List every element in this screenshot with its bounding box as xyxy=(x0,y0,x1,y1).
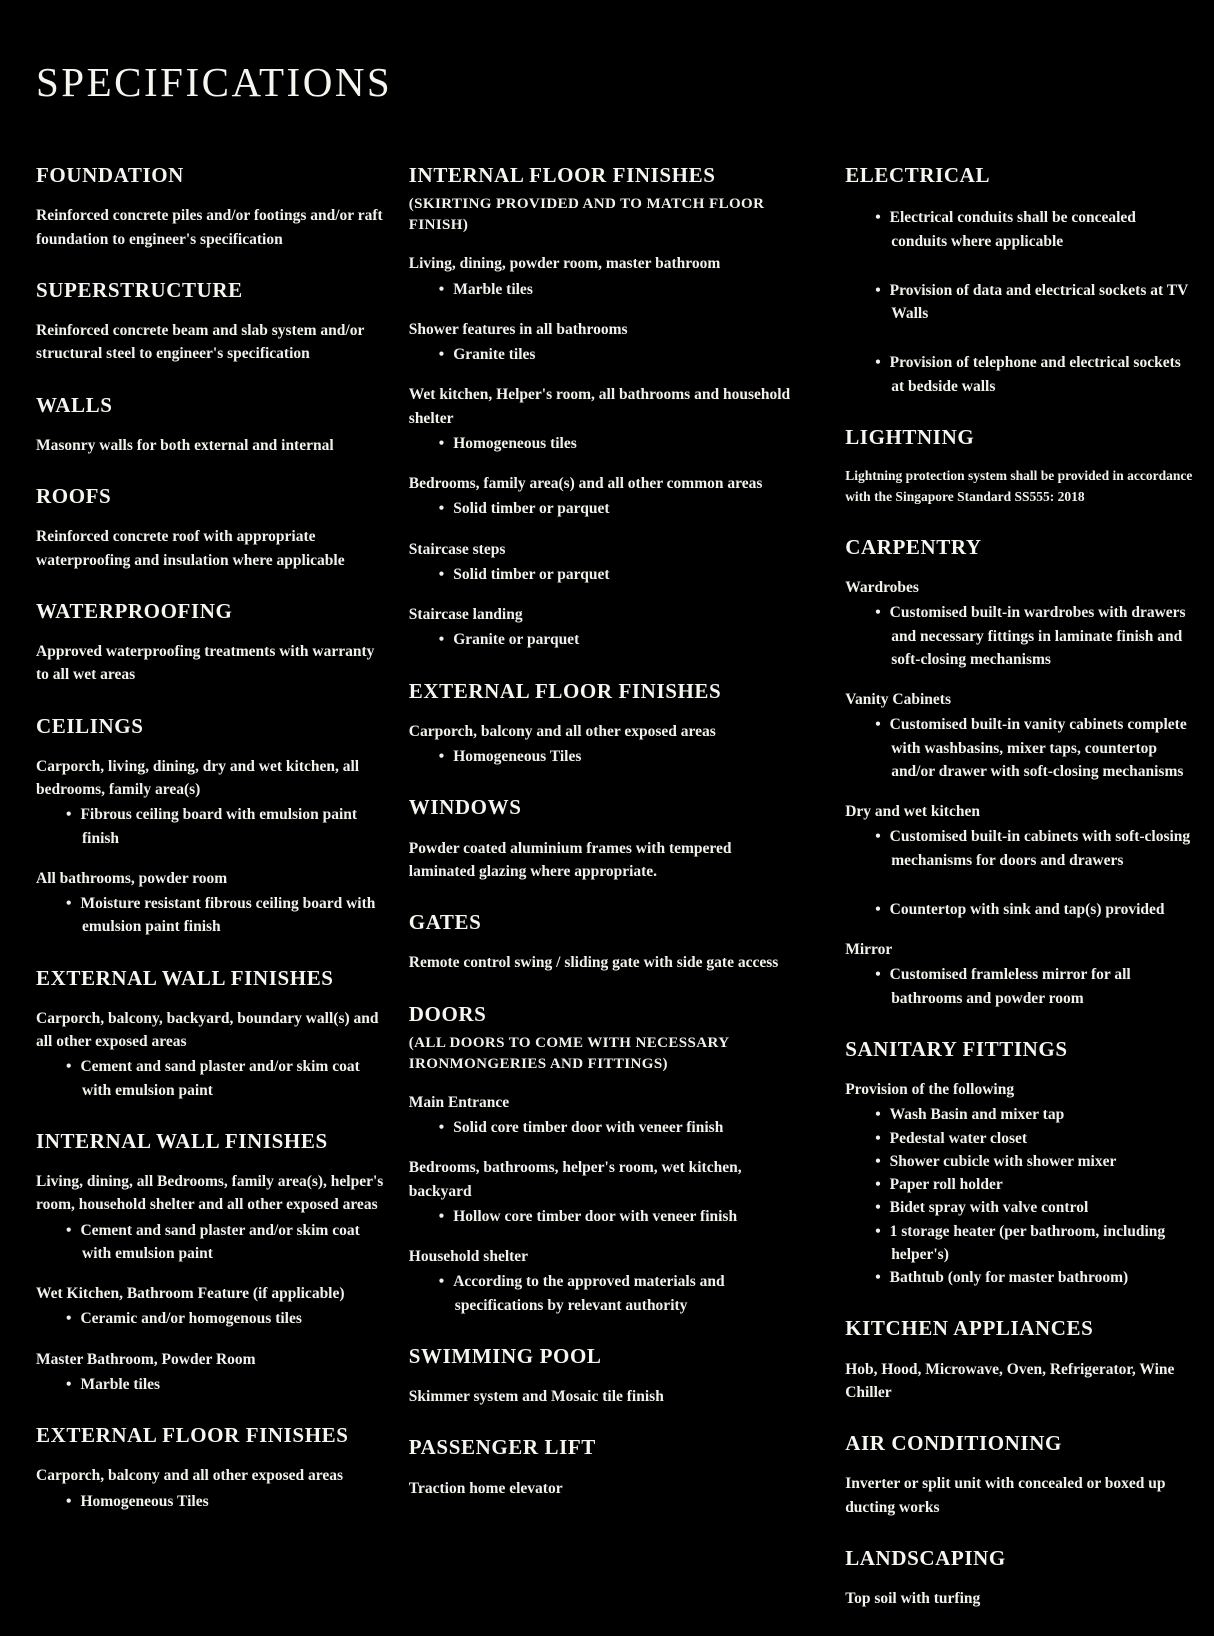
spec-column xyxy=(36,162,401,1539)
group-label: Main Entrance xyxy=(408,1093,510,1111)
bullet-item: • Countertop with sink and tap(s) provided xyxy=(875,898,1194,921)
section-gates xyxy=(409,909,801,975)
group-label: Provision of the following xyxy=(845,1081,1015,1099)
section-passenger-lift xyxy=(409,1434,801,1500)
section-body xyxy=(409,1467,801,1500)
bullet-item: • Homogeneous Tiles xyxy=(439,745,801,768)
group-label: Mirror xyxy=(845,941,893,959)
bullet-item: • 1 storage heater (per bathroom, including helper's) xyxy=(875,1220,1194,1267)
section-air-conditioning xyxy=(845,1430,1194,1519)
content-block xyxy=(845,1587,1194,1610)
bullet-item: • Homogeneous tiles xyxy=(439,432,801,455)
group-label: Vanity Cabinets xyxy=(845,691,951,709)
page-title: SPECIFICATIONS xyxy=(36,59,393,105)
section-text: Masonry walls for both external and internal xyxy=(36,436,334,454)
section-heading: ROOFS xyxy=(36,484,112,508)
section-lightning xyxy=(845,424,1194,508)
section-body xyxy=(409,242,801,651)
content-block xyxy=(36,1282,387,1331)
content-block xyxy=(36,1007,387,1102)
section-waterproofing xyxy=(36,598,387,687)
section-heading: PASSENGER LIFT xyxy=(408,1435,596,1460)
section-landscaping xyxy=(845,1545,1194,1611)
content-block xyxy=(845,206,1194,398)
section-heading: SANITARY FITTINGS xyxy=(845,1036,1068,1061)
group-label: All bathrooms, powder room xyxy=(36,869,228,887)
group-label: Shower features in all bathrooms xyxy=(408,320,628,338)
content-block xyxy=(36,319,387,366)
bullet-item: • Electrical conduits shall be concealed conduits where applicable xyxy=(875,206,1194,253)
content-block xyxy=(36,755,387,850)
bullet-list xyxy=(409,343,801,366)
group-label: Carporch, balcony, backyard, boundary wall(s) and all other exposed areas xyxy=(36,1009,379,1050)
section-text: Inverter or split unit with concealed or boxed up ducting works xyxy=(845,1475,1166,1516)
content-block xyxy=(36,1170,387,1265)
bullet-item: • Bathtub (only for master bathroom) xyxy=(875,1266,1194,1289)
content-block xyxy=(845,938,1194,1010)
bullet-list xyxy=(409,1270,801,1317)
bullet-item: • Hollow core timber door with veneer finish xyxy=(439,1205,801,1228)
section-swimming-pool xyxy=(409,1343,801,1409)
content-block xyxy=(845,688,1194,783)
section-internal-floor-finishes xyxy=(409,162,801,652)
bullet-list xyxy=(36,1219,387,1266)
section-heading: WALLS xyxy=(36,392,113,417)
bullet-item: • Pedestal water closet xyxy=(875,1127,1194,1150)
bullet-item: • Customised built-in vanity cabinets complete with washbasins, mixer taps, countertop and/or drawer with soft-closing mechanisms xyxy=(875,713,1194,783)
section-text: Reinforced concrete piles and/or footings and/or raft foundation to engineer's specification xyxy=(36,207,383,248)
bullet-item: • Cement and sand plaster and/or skim coat with emulsion paint xyxy=(66,1055,387,1102)
section-heading: INTERNAL WALL FINISHES xyxy=(36,1128,328,1153)
section-subtitle: (ALL DOORS TO COME WITH NECESSARY IRONMONGERIES AND FITTINGS) xyxy=(408,1034,729,1072)
bullet-list xyxy=(845,713,1194,783)
section-body xyxy=(409,710,801,769)
section-heading: EXTERNAL WALL FINISHES xyxy=(36,965,334,990)
content-block xyxy=(845,1472,1194,1519)
bullet-list xyxy=(409,497,801,520)
columns-container xyxy=(36,162,1194,1636)
section-body xyxy=(36,194,387,251)
content-block xyxy=(409,252,801,301)
content-block xyxy=(36,867,387,939)
bullet-list xyxy=(845,1103,1194,1289)
section-external-floor-finishes xyxy=(36,1422,387,1513)
section-roofs xyxy=(36,483,387,572)
content-block xyxy=(36,1348,387,1397)
bullet-list xyxy=(36,892,387,939)
bullet-item: • Customised framleless mirror for all bathrooms and powder room xyxy=(875,963,1194,1010)
content-block xyxy=(409,1156,801,1228)
group-label: Master Bathroom, Powder Room xyxy=(36,1350,256,1368)
section-text: Traction home elevator xyxy=(408,1479,563,1497)
content-block xyxy=(409,472,801,521)
content-block xyxy=(36,434,387,457)
section-text: Skimmer system and Mosaic tile finish xyxy=(408,1388,664,1405)
section-body xyxy=(36,515,387,572)
section-body xyxy=(845,456,1194,508)
section-heading: FOUNDATION xyxy=(36,163,184,187)
bullet-item: • Ceramic and/or homogenous tiles xyxy=(66,1307,387,1330)
section-text: Remote control swing / sliding gate with side gate access xyxy=(408,954,779,972)
content-block xyxy=(409,603,801,652)
section-heading: AIR CONDITIONING xyxy=(845,1431,1062,1456)
section-body xyxy=(845,566,1194,1010)
bullet-item: • Marble tiles xyxy=(439,278,801,301)
section-electrical xyxy=(845,162,1194,398)
bullet-item: • Fibrous ceiling board with emulsion paint finish xyxy=(66,803,387,850)
section-body xyxy=(36,309,387,366)
section-external-floor-finishes xyxy=(409,678,801,769)
section-heading: INTERNAL FLOOR FINISHES xyxy=(408,163,716,187)
content-block xyxy=(409,383,801,455)
bullet-item: • Moisture resistant fibrous ceiling board with emulsion paint finish xyxy=(66,892,387,939)
group-label: Wardrobes xyxy=(845,579,919,597)
group-label: Staircase landing xyxy=(408,606,523,623)
section-doors xyxy=(409,1001,801,1317)
section-heading: ELECTRICAL xyxy=(845,163,991,187)
bullet-item: • Cement and sand plaster and/or skim coat with emulsion paint xyxy=(66,1219,387,1266)
section-subtitle: (SKIRTING PROVIDED AND TO MATCH FLOOR FINISH) xyxy=(408,196,765,234)
section-body xyxy=(36,1454,387,1513)
section-text: Reinforced concrete roof with appropriate waterproofing and insulation where applicable xyxy=(36,528,345,569)
bullet-item: • According to the approved materials and specifications by relevant authority xyxy=(439,1270,801,1317)
group-label: Household shelter xyxy=(408,1248,529,1265)
section-heading: EXTERNAL FLOOR FINISHES xyxy=(408,678,722,703)
section-windows xyxy=(409,794,801,883)
section-heading: LANDSCAPING xyxy=(845,1545,1006,1570)
section-text: Lightning protection system shall be provided in accordance with the Singapore Standard SS555: 2018 xyxy=(845,468,1193,504)
section-heading: WATERPROOFING xyxy=(36,598,233,623)
content-block xyxy=(36,204,387,251)
content-block xyxy=(409,1091,801,1140)
section-superstructure xyxy=(36,277,387,366)
section-heading: WINDOWS xyxy=(408,795,522,820)
section-body xyxy=(845,194,1194,398)
content-block xyxy=(36,525,387,572)
bullet-item: • Solid timber or parquet xyxy=(439,563,801,586)
section-body xyxy=(36,630,387,687)
bullet-item: • Shower cubicle with shower mixer xyxy=(875,1150,1194,1173)
section-text: Approved waterproofing treatments with warranty to all wet areas xyxy=(36,643,375,684)
bullet-list xyxy=(409,745,801,768)
section-carpentry xyxy=(845,534,1194,1010)
content-block xyxy=(409,951,801,974)
bullet-item: • Solid core timber door with veneer finish xyxy=(439,1116,801,1139)
bullet-list xyxy=(409,628,801,651)
group-label: Carporch, balcony and all other exposed areas xyxy=(36,1467,344,1485)
section-heading: EXTERNAL FLOOR FINISHES xyxy=(36,1423,349,1447)
bullet-item: • Bidet spray with valve control xyxy=(875,1196,1194,1219)
bullet-list xyxy=(845,601,1194,671)
section-body xyxy=(36,1160,387,1396)
bullet-list xyxy=(36,1373,387,1396)
bullet-item: • Provision of telephone and electrical sockets at bedside walls xyxy=(875,351,1194,398)
section-heading: LIGHTNING xyxy=(845,424,975,449)
content-block xyxy=(409,1245,801,1317)
bullet-item: • Wash Basin and mixer tap xyxy=(875,1103,1194,1126)
bullet-item: • Homogeneous Tiles xyxy=(66,1490,387,1513)
content-block xyxy=(36,1464,387,1513)
section-heading: SWIMMING POOL xyxy=(408,1343,602,1368)
section-body xyxy=(36,997,387,1102)
bullet-list xyxy=(36,1490,387,1513)
content-block xyxy=(845,1078,1194,1289)
section-heading: KITCHEN APPLIANCES xyxy=(845,1316,1094,1341)
bullet-list xyxy=(845,206,1194,398)
section-body xyxy=(36,745,387,939)
bullet-item: • Customised built-in cabinets with soft-closing mechanisms for doors and drawers xyxy=(875,825,1194,872)
group-label: Living, dining, all Bedrooms, family area(s), helper's room, household shelter and all other exposed areas xyxy=(36,1173,384,1214)
section-body xyxy=(845,1577,1194,1610)
bullet-item: • Paper roll holder xyxy=(875,1173,1194,1196)
section-kitchen-appliances xyxy=(845,1315,1194,1404)
section-external-wall-finishes xyxy=(36,965,387,1102)
bullet-list xyxy=(409,1205,801,1228)
content-block xyxy=(36,640,387,687)
section-text: Hob, Hood, Microwave, Oven, Refrigerator, Wine Chiller xyxy=(845,1360,1175,1401)
section-body xyxy=(409,1081,801,1317)
content-block xyxy=(845,800,1194,921)
section-heading: SUPERSTRUCTURE xyxy=(36,277,243,302)
section-heading: GATES xyxy=(408,910,482,934)
section-body xyxy=(845,1068,1194,1289)
content-block xyxy=(409,318,801,367)
section-foundation xyxy=(36,162,387,251)
bullet-list xyxy=(845,825,1194,921)
section-body xyxy=(845,1348,1194,1405)
bullet-list xyxy=(409,563,801,586)
section-heading: DOORS xyxy=(408,1001,487,1026)
group-label: Carporch, balcony and all other exposed areas xyxy=(408,722,716,740)
bullet-list xyxy=(409,1116,801,1139)
bullet-list xyxy=(36,1307,387,1330)
group-label: Wet Kitchen, Bathroom Feature (if applicable) xyxy=(36,1285,345,1302)
section-body xyxy=(845,1462,1194,1519)
bullet-list xyxy=(409,432,801,455)
section-body xyxy=(36,424,387,457)
group-label: Bedrooms, family area(s) and all other common areas xyxy=(408,475,763,492)
bullet-list xyxy=(36,803,387,850)
bullet-item: • Marble tiles xyxy=(66,1373,387,1396)
bullet-item: • Granite tiles xyxy=(439,343,801,366)
bullet-list xyxy=(36,1055,387,1102)
content-block xyxy=(845,466,1194,508)
group-label: Bedrooms, bathrooms, helper's room, wet kitchen, backyard xyxy=(408,1159,742,1200)
section-heading: CARPENTRY xyxy=(845,534,982,559)
spec-column xyxy=(409,162,811,1526)
content-block xyxy=(409,837,801,884)
group-label: Living, dining, powder room, master bathroom xyxy=(408,255,721,273)
content-block xyxy=(409,720,801,769)
section-body xyxy=(409,827,801,884)
section-text: Powder coated aluminium frames with tempered laminated glazing where appropriate. xyxy=(408,839,732,880)
content-block xyxy=(409,1477,801,1500)
bullet-item: • Solid timber or parquet xyxy=(439,497,801,520)
section-internal-wall-finishes xyxy=(36,1128,387,1396)
section-ceilings xyxy=(36,713,387,939)
group-label: Carporch, living, dining, dry and wet kitchen, all bedrooms, family area(s) xyxy=(36,757,360,798)
content-block xyxy=(845,1358,1194,1405)
content-block xyxy=(409,538,801,587)
spec-column xyxy=(839,162,1194,1636)
section-text: Reinforced concrete beam and slab system and/or structural steel to engineer's specification xyxy=(36,322,365,363)
group-label: Wet kitchen, Helper's room, all bathrooms and household shelter xyxy=(408,386,791,427)
bullet-list xyxy=(409,278,801,301)
bullet-item: • Provision of data and electrical sockets at TV Walls xyxy=(875,279,1194,326)
group-label: Staircase steps xyxy=(408,540,506,558)
bullet-list xyxy=(845,963,1194,1010)
group-label: Dry and wet kitchen xyxy=(845,803,980,821)
bullet-item: • Granite or parquet xyxy=(439,628,801,651)
content-block xyxy=(845,576,1194,671)
section-text: Top soil with turfing xyxy=(845,1590,981,1608)
section-heading: CEILINGS xyxy=(36,713,144,738)
section-sanitary-fittings xyxy=(845,1036,1194,1290)
section-body xyxy=(409,941,801,974)
section-body xyxy=(409,1375,801,1408)
content-block xyxy=(409,1385,801,1408)
section-walls xyxy=(36,392,387,458)
bullet-item: • Customised built-in wardrobes with drawers and necessary fittings in laminate finish and soft-closing mechanisms xyxy=(875,601,1194,671)
